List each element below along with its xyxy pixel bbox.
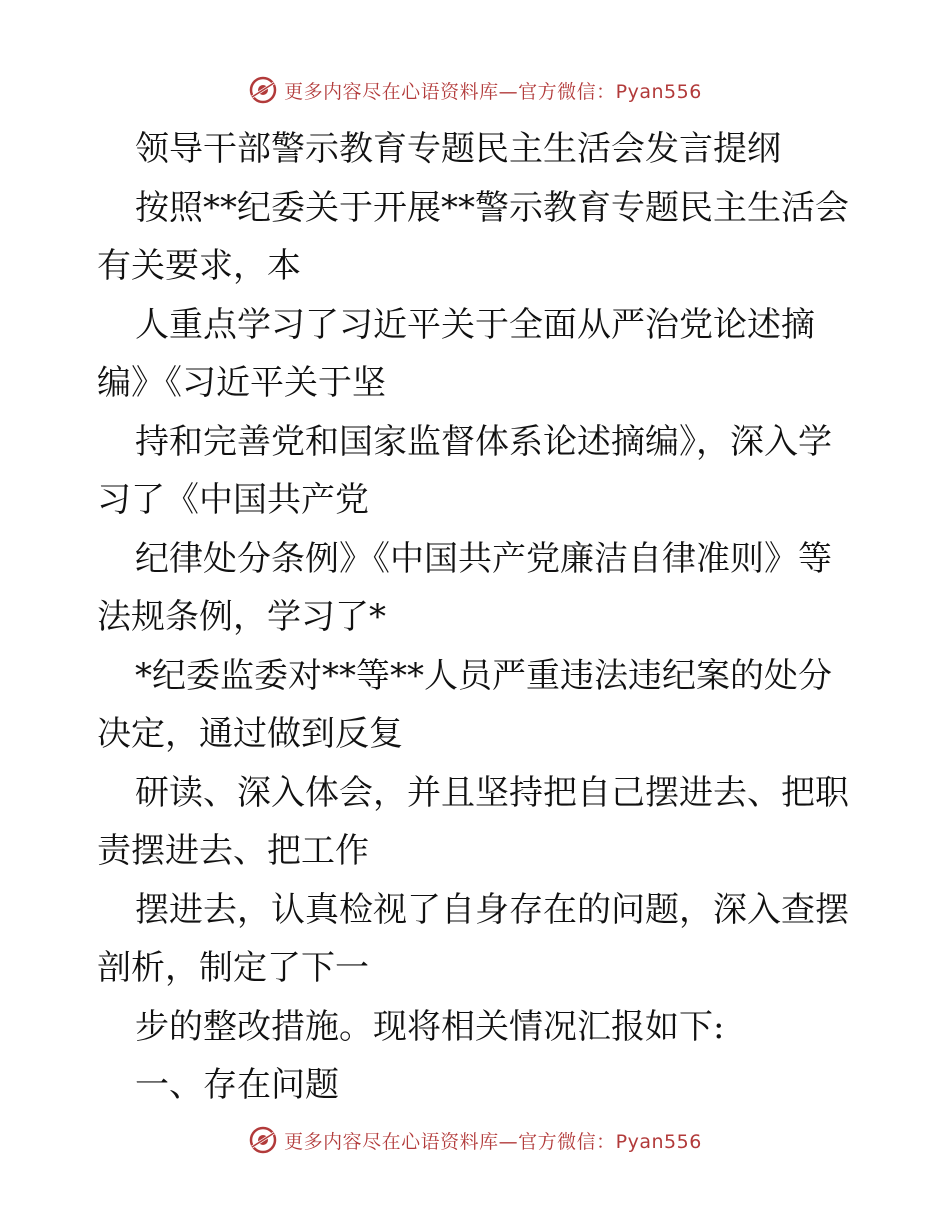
text-line: 纪律处分条例》《中国共产党廉洁自律准则》等 bbox=[135, 538, 832, 579]
text-line: 决定，通过做到反复 bbox=[97, 714, 403, 754]
text-line: *纪委监委对**等**人员严重违法违纪案的处分 bbox=[135, 655, 832, 696]
footer-watermark-banner bbox=[0, 1120, 950, 1160]
text-line: 按照**纪委关于开展**警示教育专题民主生活会 bbox=[135, 187, 849, 228]
document-title: 领导干部警示教育专题民主生活会发言提纲 bbox=[135, 129, 781, 169]
text-line: 有关要求，本 bbox=[97, 246, 301, 286]
brand-logo-icon bbox=[248, 1125, 278, 1155]
text-line: 步的整改措施。现将相关情况汇报如下: bbox=[135, 1006, 725, 1047]
text-line: 人重点学习了习近平关于全面从严治党论述摘 bbox=[135, 304, 815, 345]
text-line: 剖析，制定了下一 bbox=[97, 948, 369, 988]
header-watermark-banner bbox=[0, 70, 950, 110]
text-line: 研读、深入体会，并且坚持把自己摆进去、把职 bbox=[135, 772, 849, 813]
banner-text: 更多内容尽在心语资料库—官方微信：Pyan556 bbox=[284, 80, 702, 103]
text-line: 责摆进去、把工作 bbox=[97, 831, 369, 871]
document-body bbox=[97, 120, 857, 1115]
text-line: 习了《中国共产党 bbox=[97, 480, 369, 520]
text-line: 摆进去，认真检视了自身存在的问题，深入查摆 bbox=[135, 889, 849, 930]
brand-logo-icon bbox=[248, 75, 278, 105]
banner-text: 更多内容尽在心语资料库—官方微信：Pyan556 bbox=[284, 1130, 702, 1153]
text-line: 持和完善党和国家监督体系论述摘编》，深入学 bbox=[135, 421, 832, 462]
text-line: 法规条例，学习了* bbox=[97, 597, 386, 637]
text-line: 编》《习近平关于坚 bbox=[97, 363, 386, 403]
section-heading: 一、存在问题 bbox=[135, 1065, 339, 1105]
